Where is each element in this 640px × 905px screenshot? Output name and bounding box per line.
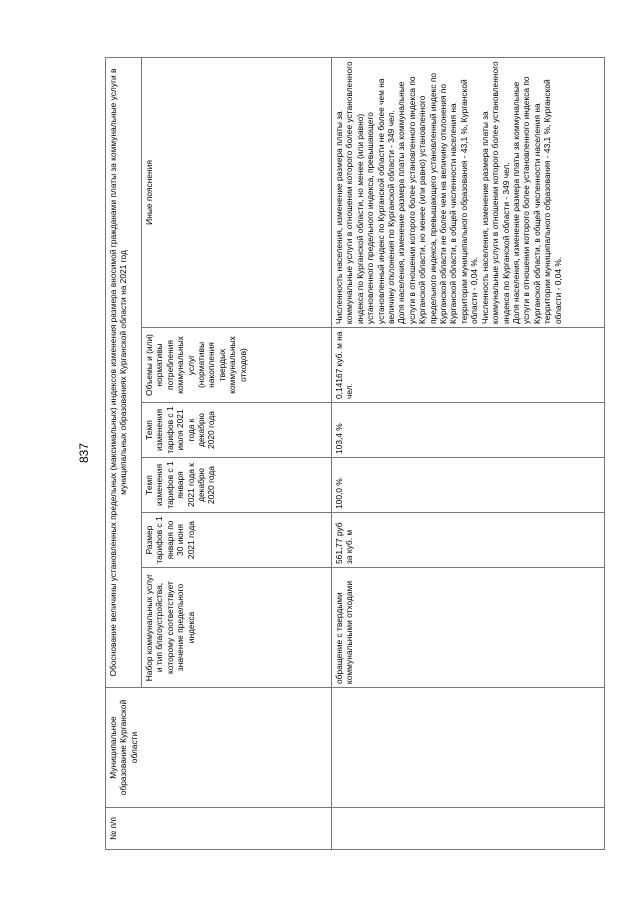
note-paragraph: Доля населения, изменение размера платы за коммунальные услуги в отношении которого более установленного индекса по Курганской области, но менее (или равно) установленного предельного индекса, превышающего установленный индекс по Курганской области не более чем на величину отклонения по Курганской области, в общей численности населения на территории муниципального образования - 43,1 %, Курганской области - 0,04 %. [396,72,480,324]
header-municipality: Муниципальное образование Курганской области [106,688,332,808]
rotated-table-container [105,58,605,850]
header-no: № п/п [106,808,332,850]
page-number-text: 837 [77,442,91,464]
cell-tariff: 561,77 руб за куб. м [332,513,605,568]
cell-volume: 0,14167 куб. м на чел. [332,328,605,403]
table-row [332,57,605,849]
page-number [74,441,94,465]
note-paragraph: Доля населения, изменение размера платы за коммунальные услуги в отношении которого более установленного индекса по Курганской области, в общей численности населения на территории муниципального образования - 43,1 %, Курганской области - 0,04 %. [510,76,563,324]
header-volume: Объемы и (или) нормативы потребления коммунальных услуг (нормативы накопления твердых коммунальных отходов) [142,328,332,403]
cell-service: обращение с твердыми коммунальными отходами [332,568,605,688]
header-rate-jul: Темп изменения тарифов с 1 июля 2021 года к декабрю 2020 года [142,403,332,458]
cell-rate-jan: 100,0 % [332,458,605,513]
header-rate-jan: Темп изменения тарифов с 1 января 2021 года к декабрю 2020 года [142,458,332,513]
header-service-set: Набор коммунальных услуг и тип благоустройства, которому соответствует значение предельного индекса [142,568,332,688]
cell-municipality [332,688,605,808]
cell-rate-jul: 103,4 % [332,403,605,458]
note-paragraph: Численность населения, изменение размера платы за коммунальные услуги в отношении которого более установленного индекса по Курганской области, но менее (или равно) установленного предельного индекса, превышающего установленный индекс по Курганской области не более чем на величину отклонения по Курганской области - 349 чел. [334,61,397,324]
cell-notes [332,57,605,327]
header-group-title: Обоснование величины установленных предельных (максимальных) индексов изменения размера вносимой гражданами платы за коммунальные услуги в муниципальных образованиях Курганской области на 2021 год [106,57,142,687]
header-tariff-size: Размер тарифов с 1 января по 30 июня 2021 года [142,513,332,568]
header-notes: Иные пояснения [142,57,332,327]
tariff-index-table [105,57,605,850]
cell-no [332,808,605,850]
note-paragraph: Численность населения, изменение размера платы за коммунальные услуги в отношении которого более установленного индекса по Курганской области - 349 чел. [479,61,511,324]
